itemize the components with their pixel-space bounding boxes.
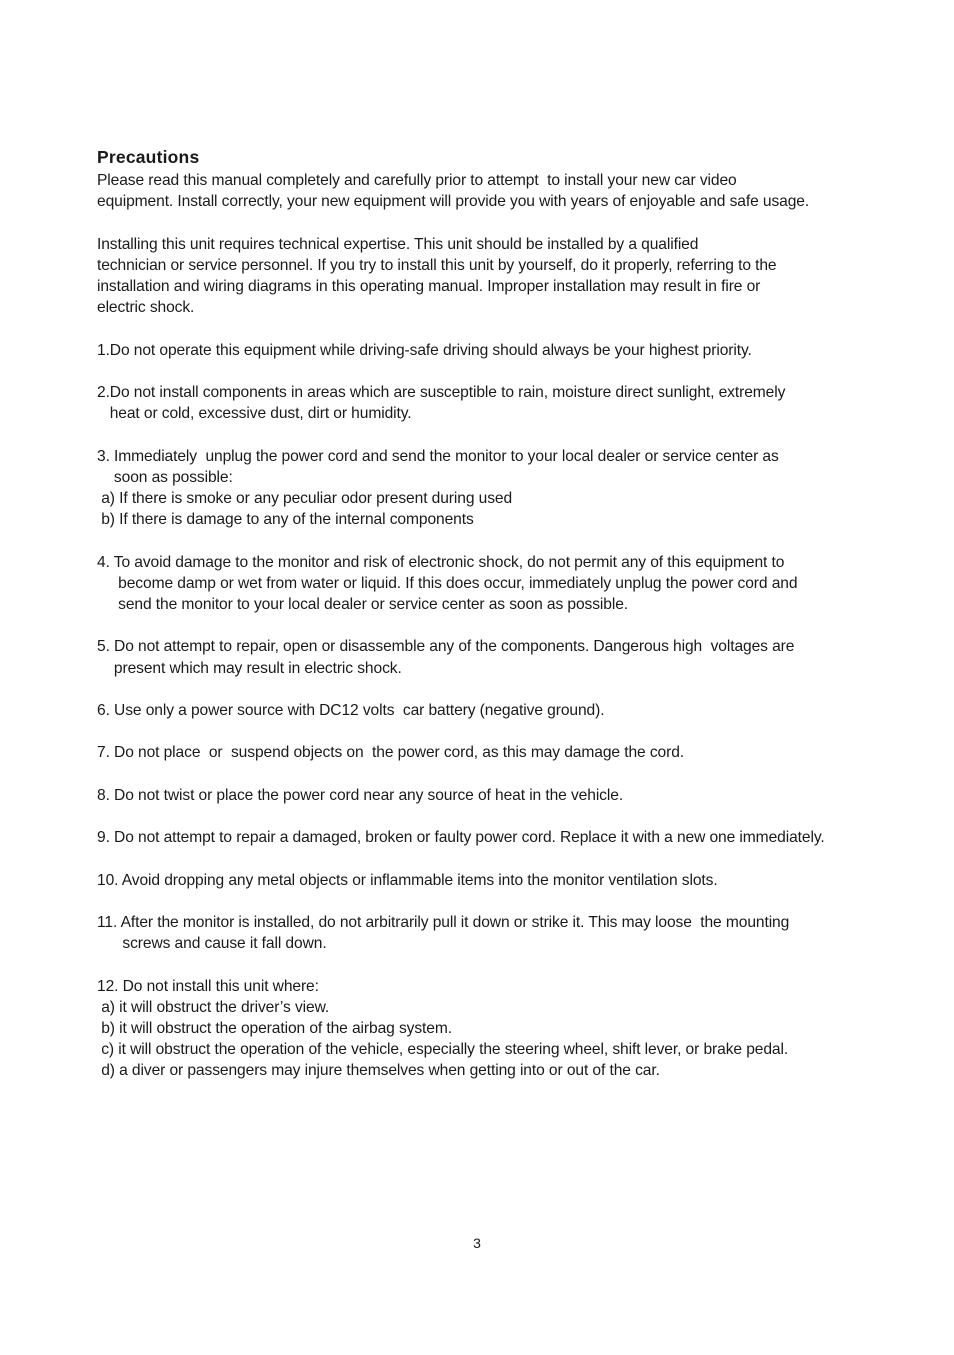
text-line: equipment. Install correctly, your new equipment will provide you with years of enjoyable and safe usage. [97,193,810,211]
text-line: a) it will obstruct the driver’s view. [97,998,330,1016]
page-number: 3 [473,1235,481,1251]
paragraph-gap [97,954,897,975]
text-line: 1.Do not operate this equipment while driving-safe driving should always be your highest priority. [97,341,752,359]
text-line: 2.Do not install components in areas which are susceptible to rain, moisture direct sunlight, extremely [97,383,786,401]
text-line: heat or cold, excessive dust, dirt or humidity. [97,405,412,423]
text-line: 4. To avoid damage to the monitor and risk of electronic shock, do not permit any of this equipment to [97,553,785,571]
text-line: 5. Do not attempt to repair, open or disassemble any of the components. Dangerous high voltages are [97,638,795,656]
text-line: 12. Do not install this unit where: [97,977,319,995]
paragraph-gap [97,361,897,382]
text-line: b) it will obstruct the operation of the airbag system. [97,1019,452,1037]
text-line: 10. Avoid dropping any metal objects or inflammable items into the monitor ventilation slots. [97,871,718,889]
paragraph-gap [97,212,897,233]
text-line: present which may result in electric shock. [97,659,402,677]
text-line: d) a diver or passengers may injure themselves when getting into or out of the car. [97,1062,660,1080]
paragraph-gap [97,424,897,445]
paragraph-gap [97,848,897,869]
text-line: soon as possible: [97,468,233,486]
text-line: 11. After the monitor is installed, do not arbitrarily pull it down or strike it. This may loose the mounting [97,913,790,931]
paragraph-gap [97,806,897,827]
text-line: a) If there is smoke or any peculiar odor present during used [97,489,513,507]
text-line: 8. Do not twist or place the power cord near any source of heat in the vehicle. [97,786,624,804]
text-line: 3. Immediately unplug the power cord and send the monitor to your local dealer or service center as [97,447,779,465]
paragraph-gap [97,721,897,742]
text-line: b) If there is damage to any of the internal components [97,511,474,529]
text-line: c) it will obstruct the operation of the vehicle, especially the steering wheel, shift lever, or brake pedal. [97,1041,789,1059]
text-line: 6. Use only a power source with DC12 volts car battery (negative ground). [97,701,605,719]
text-line: Please read this manual completely and carefully prior to attempt to install your new car video [97,172,737,189]
precautions-text [97,170,897,1082]
paragraph-gap [97,764,897,785]
section-title: Precautions [97,147,200,167]
manual-page [97,146,897,1082]
text-line: screws and cause it fall down. [97,935,327,953]
text-line: 9. Do not attempt to repair a damaged, broken or faulty power cord. Replace it with a new one immediately. [97,829,825,847]
text-line: become damp or wet from water or liquid. If this does occur, immediately unplug the power cord and [97,574,798,592]
text-line: installation and wiring diagrams in this operating manual. Improper installation may result in fire or [97,278,761,295]
text-line: 7. Do not place or suspend objects on the power cord, as this may damage the cord. [97,744,684,762]
paragraph-gap [97,530,897,551]
text-line: electric shock. [97,299,195,317]
paragraph-gap [97,891,897,912]
paragraph-gap [97,318,897,339]
text-line: send the monitor to your local dealer or service center as soon as possible. [97,595,629,613]
text-line: Installing this unit requires technical expertise. This unit should be installed by a qualified [97,235,699,253]
paragraph-gap [97,679,897,700]
text-line: technician or service personnel. If you try to install this unit by yourself, do it properly, referring to the [97,256,777,274]
paragraph-gap [97,615,897,636]
